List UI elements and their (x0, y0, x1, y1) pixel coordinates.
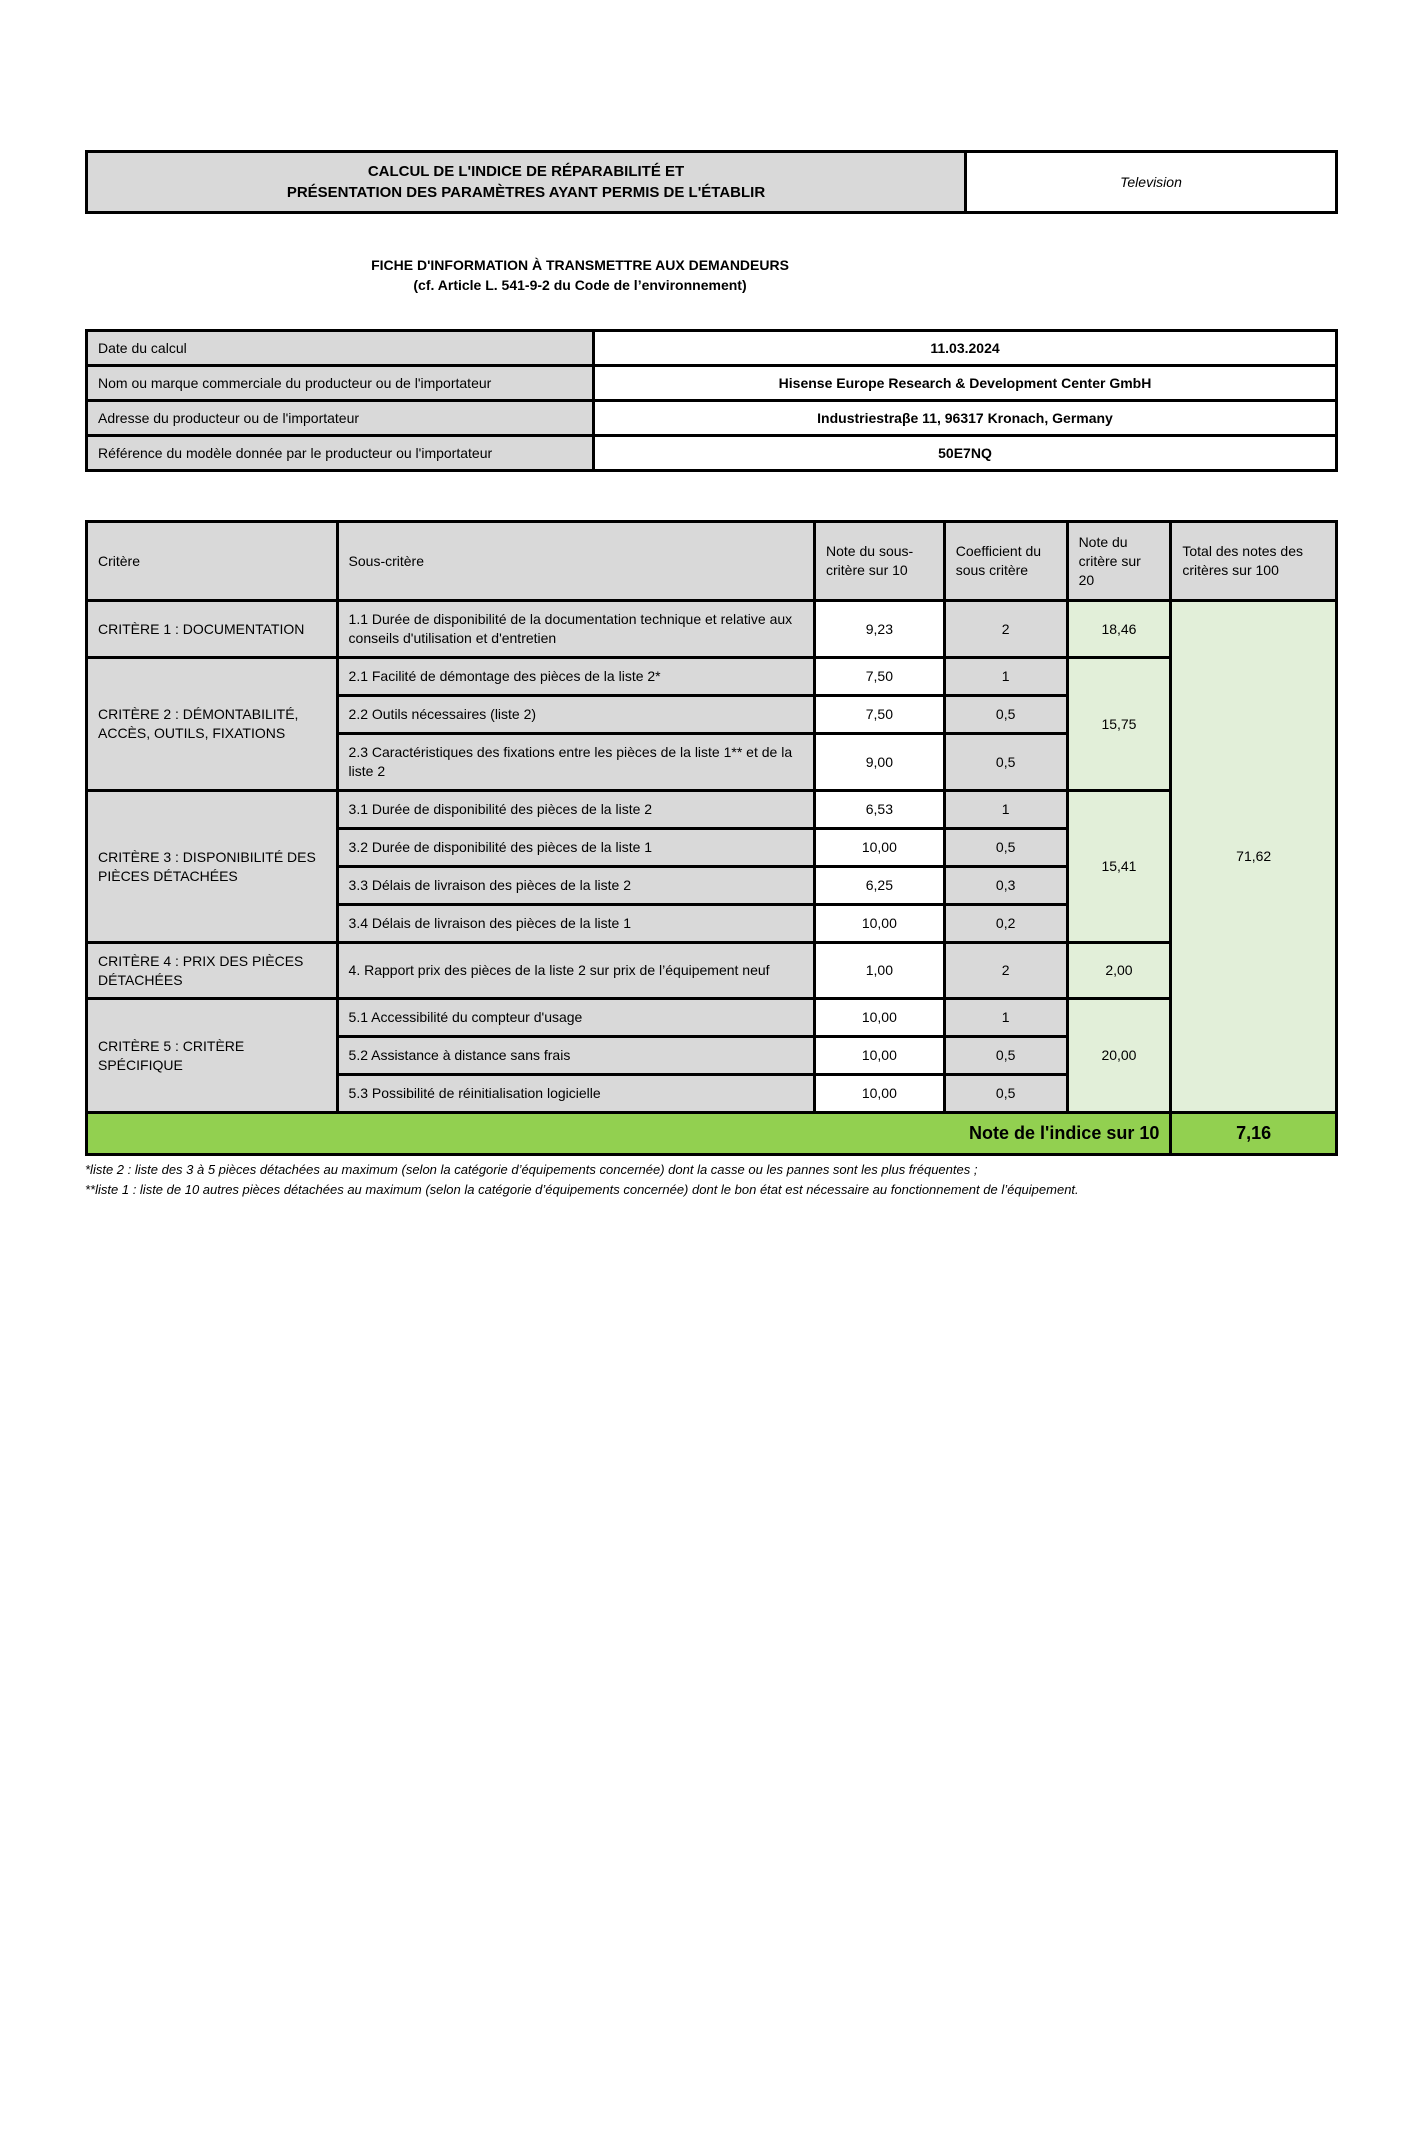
critere-2-note: 15,75 (1067, 658, 1171, 791)
sub-criterion-label: 2.2 Outils nécessaires (liste 2) (337, 696, 814, 734)
sub-criterion-coef: 0,3 (944, 867, 1067, 905)
sub-criterion-note: 10,00 (815, 905, 945, 943)
col-header-total: Total des notes des critères sur 100 (1171, 522, 1337, 601)
document-title-line1: CALCUL DE L'INDICE DE RÉPARABILITÉ ET (367, 163, 685, 180)
col-header-sous-critere: Sous-critère (337, 522, 814, 601)
sub-criterion-coef: 1 (944, 791, 1067, 829)
sub-criterion-coef: 0,5 (944, 696, 1067, 734)
sub-criterion-label: 5.2 Assistance à distance sans frais (337, 1037, 814, 1075)
footnote-liste-1: **liste 1 : liste de 10 autres pièces détachées au maximum (selon la catégorie d’équipements concernée) dont le bon état est nécessaire au fonctionnement de l’équipement. (85, 1182, 1079, 1197)
sub-criterion-coef: 0,5 (944, 829, 1067, 867)
sub-criterion-label: 3.3 Délais de livraison des pièces de la liste 2 (337, 867, 814, 905)
subtitle-line2: (cf. Article L. 541-9-2 du Code de l’environnement) (413, 277, 747, 293)
document-title (87, 152, 966, 213)
sub-criterion-label: 1.1 Durée de disponibilité de la documentation technique et relative aux conseils d'utilisation et d'entretien (337, 601, 814, 658)
info-label: Nom ou marque commerciale du producteur ou de l'importateur (87, 366, 594, 401)
info-value: Industriestraβe 11, 96317 Kronach, Germany (594, 401, 1337, 436)
col-header-coefficient: Coefficient du sous critère (944, 522, 1067, 601)
sub-criterion-note: 9,23 (815, 601, 945, 658)
critere-5-note: 20,00 (1067, 999, 1171, 1113)
sub-criterion-coef: 0,5 (944, 734, 1067, 791)
sub-criterion-note: 10,00 (815, 829, 945, 867)
info-value: 50E7NQ (594, 436, 1337, 471)
col-header-critere: Critère (87, 522, 338, 601)
sub-criterion-note: 9,00 (815, 734, 945, 791)
subtitle-line1: FICHE D'INFORMATION À TRANSMETTRE AUX DEMANDEURS (371, 257, 789, 273)
sub-criterion-coef: 0,2 (944, 905, 1067, 943)
sub-criterion-note: 10,00 (815, 1075, 945, 1113)
final-score-value: 7,16 (1171, 1113, 1337, 1155)
sub-criterion-coef: 2 (944, 601, 1067, 658)
critere-3-label: CRITÈRE 3 : DISPONIBILITÉ DES PIÈCES DÉTACHÉES (87, 791, 338, 943)
sub-criterion-note: 10,00 (815, 1037, 945, 1075)
sub-criterion-label: 2.3 Caractéristiques des fixations entre les pièces de la liste 1** et de la liste 2 (337, 734, 814, 791)
critere-5-label: CRITÈRE 5 : CRITÈRE SPÉCIFIQUE (87, 999, 338, 1113)
table-row (87, 658, 1337, 696)
sub-criterion-coef: 0,5 (944, 1075, 1067, 1113)
sub-criterion-label: 4. Rapport prix des pièces de la liste 2 sur prix de l’équipement neuf (337, 943, 814, 999)
info-row-date (87, 331, 1337, 366)
scoring-table (85, 520, 1338, 1156)
table-row (87, 999, 1337, 1037)
info-value: 11.03.2024 (594, 331, 1337, 366)
table-row (87, 943, 1337, 999)
document-header (85, 150, 1338, 214)
sub-criterion-note: 6,25 (815, 867, 945, 905)
sub-criterion-note: 1,00 (815, 943, 945, 999)
info-value: Hisense Europe Research & Development Center GmbH (594, 366, 1337, 401)
info-label: Adresse du producteur ou de l'importateur (87, 401, 594, 436)
info-row-model (87, 436, 1337, 471)
document-subtitle (280, 255, 880, 295)
critere-2-label: CRITÈRE 2 : DÉMONTABILITÉ, ACCÈS, OUTILS, FIXATIONS (87, 658, 338, 791)
sub-criterion-note: 7,50 (815, 658, 945, 696)
sub-criterion-label: 3.2 Durée de disponibilité des pièces de la liste 1 (337, 829, 814, 867)
sub-criterion-coef: 2 (944, 943, 1067, 999)
sub-criterion-label: 5.3 Possibilité de réinitialisation logicielle (337, 1075, 814, 1113)
sub-criterion-coef: 0,5 (944, 1037, 1067, 1075)
sub-criterion-note: 10,00 (815, 999, 945, 1037)
critere-3-note: 15,41 (1067, 791, 1171, 943)
sub-criterion-label: 3.1 Durée de disponibilité des pièces de la liste 2 (337, 791, 814, 829)
info-label: Référence du modèle donnée par le producteur ou l'importateur (87, 436, 594, 471)
sub-criterion-label: 2.1 Facilité de démontage des pièces de la liste 2* (337, 658, 814, 696)
critere-1-label: CRITÈRE 1 : DOCUMENTATION (87, 601, 338, 658)
info-row-producer (87, 366, 1337, 401)
footnotes (85, 1160, 1079, 1200)
document-title-line2: PRÉSENTATION DES PARAMÈTRES AYANT PERMIS DE L'ÉTABLIR (286, 184, 766, 201)
sub-criterion-note: 7,50 (815, 696, 945, 734)
sub-criterion-coef: 1 (944, 658, 1067, 696)
critere-4-note: 2,00 (1067, 943, 1171, 999)
total-score: 71,62 (1171, 601, 1337, 1113)
info-row-address (87, 401, 1337, 436)
info-table (85, 329, 1338, 472)
critere-1-note: 18,46 (1067, 601, 1171, 658)
final-score-label: Note de l'indice sur 10 (87, 1113, 1171, 1155)
info-label: Date du calcul (87, 331, 594, 366)
sub-criterion-label: 5.1 Accessibilité du compteur d'usage (337, 999, 814, 1037)
critere-4-label: CRITÈRE 4 : PRIX DES PIÈCES DÉTACHÉES (87, 943, 338, 999)
sub-criterion-coef: 1 (944, 999, 1067, 1037)
sub-criterion-note: 6,53 (815, 791, 945, 829)
product-type: Television (966, 152, 1337, 213)
footnote-liste-2: *liste 2 : liste des 3 à 5 pièces détachées au maximum (selon la catégorie d’équipements concernée) dont la casse ou les pannes sont les plus fréquentes ; (85, 1162, 978, 1177)
scoring-header-row (87, 522, 1337, 601)
final-score-row (87, 1113, 1337, 1155)
table-row (87, 601, 1337, 658)
sub-criterion-label: 3.4 Délais de livraison des pièces de la liste 1 (337, 905, 814, 943)
col-header-note-sous-critere: Note du sous-critère sur 10 (815, 522, 945, 601)
col-header-note-critere: Note du critère sur 20 (1067, 522, 1171, 601)
table-row (87, 791, 1337, 829)
